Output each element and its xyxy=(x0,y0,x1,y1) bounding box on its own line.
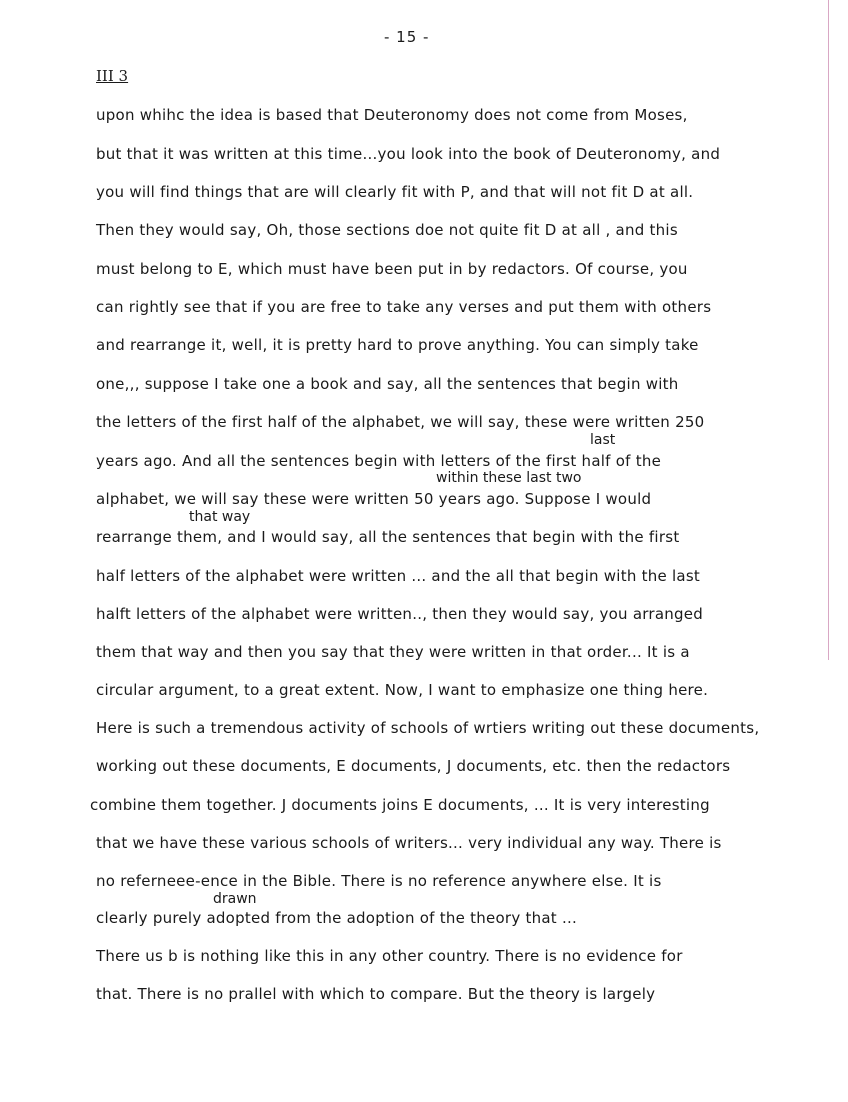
insertion-that-way: that way xyxy=(189,509,251,525)
text-line: There us b is nothing like this in any other country. There is no evidence for xyxy=(96,947,683,965)
text-line: one,,, suppose I take one a book and say, all the sentences that begin with xyxy=(96,375,679,393)
text-line: but that it was written at this time...you look into the book of Deuteronomy, and xyxy=(96,145,721,163)
text-line: must belong to E, which must have been put in by redactors. Of course, you xyxy=(96,260,688,278)
text-line: Then they would say, Oh, those sections doe not quite fit D at all , and this xyxy=(96,221,678,239)
insertion-last: last xyxy=(590,432,616,448)
text-line: working out these documents, E documents, J documents, etc. then the redactors xyxy=(96,757,731,775)
text-line: halft letters of the alphabet were written.., then they would say, you arranged xyxy=(96,605,704,623)
text-line: that we have these various schools of writers... very individual any way. There is xyxy=(96,834,722,852)
text-line: Here is such a tremendous activity of schools of wrtiers writing out these documents, xyxy=(96,719,760,737)
text-line: alphabet, we will say these were written 50 years ago. Suppose I would xyxy=(96,490,652,508)
section-heading: III 3 xyxy=(96,67,129,85)
margin-rule xyxy=(828,0,829,660)
page-number: - 15 - xyxy=(384,28,430,46)
text-line: the letters of the first half of the alphabet, we will say, these were written 250 xyxy=(96,413,705,431)
text-line: you will find things that are will clearly fit with P, and that will not fit D at all. xyxy=(96,183,694,201)
text-line: rearrange them, and I would say, all the sentences that begin with the first xyxy=(96,528,680,546)
text-line: clearly purely adopted from the adoption of the theory that ... xyxy=(96,909,578,927)
insertion-within-these-last-two: within these last two xyxy=(436,470,582,486)
text-line: years ago. And all the sentences begin with letters of the first half of the xyxy=(96,452,662,470)
text-line: no referneee-ence in the Bible. There is no reference anywhere else. It is xyxy=(96,872,662,890)
text-line: them that way and then you say that they were written in that order... It is a xyxy=(96,643,690,661)
text-line: half letters of the alphabet were written ... and the all that begin with the last xyxy=(96,567,701,585)
text-line: and rearrange it, well, it is pretty hard to prove anything. You can simply take xyxy=(96,336,699,354)
text-line: that. There is no prallel with which to compare. But the theory is largely xyxy=(96,985,656,1003)
insertion-drawn: drawn xyxy=(213,891,257,907)
text-line: upon whihc the idea is based that Deuteronomy does not come from Moses, xyxy=(96,106,688,124)
text-line: combine them together. J documents joins E documents, ... It is very interesting xyxy=(90,796,710,814)
text-line: can rightly see that if you are free to take any verses and put them with others xyxy=(96,298,712,316)
text-line: circular argument, to a great extent. Now, I want to emphasize one thing here. xyxy=(96,681,709,699)
